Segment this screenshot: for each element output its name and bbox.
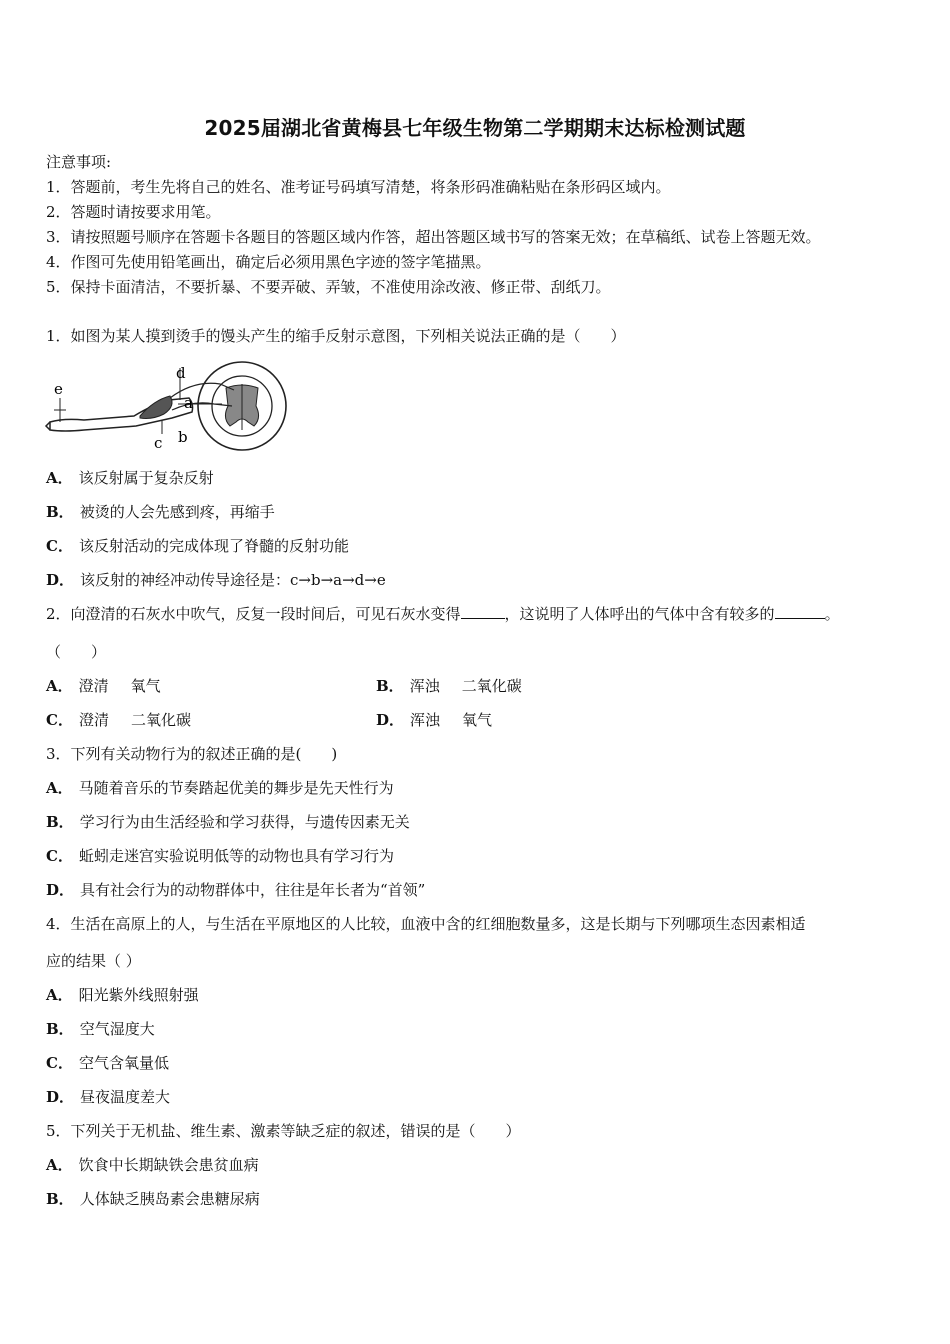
option: A． 阳光紫外线照射强 xyxy=(46,986,199,1004)
figure-label-c: c xyxy=(154,434,163,452)
option: B． 学习行为由生活经验和学习获得，与遗传因素无关 xyxy=(46,813,410,831)
figure-label-a: a xyxy=(184,394,193,412)
notice-item: 2．答题时请按要求用笔。 xyxy=(46,203,221,221)
notice-heading: 注意事项: xyxy=(46,153,112,171)
option: B． 空气湿度大 xyxy=(46,1020,155,1038)
question-2-paren: （ ） xyxy=(46,643,107,661)
option: C． 该反射活动的完成体现了脊髓的反射功能 xyxy=(46,537,349,555)
answer-blank xyxy=(775,604,825,619)
option: B． 被烫的人会先感到疼，再缩手 xyxy=(46,503,275,521)
option: A． 马随着音乐的节奏踏起优美的舞步是先天性行为 xyxy=(46,779,394,797)
option: A． 饮食中长期缺铁会患贫血病 xyxy=(46,1156,259,1174)
figure-label-b: b xyxy=(178,428,188,446)
question-1-stem: 1．如图为某人摸到烫手的馒头产生的缩手反射示意图，下列相关说法正确的是（ ） xyxy=(46,327,626,345)
figure-label-d: d xyxy=(176,364,186,382)
notice-item: 3．请按照题号顺序在答题卡各题目的答题区域内作答，超出答题区域书写的答案无效；在草稿纸、试卷上答题无效。 xyxy=(46,228,821,246)
figure-label-e: e xyxy=(54,380,63,398)
question-4-stem: 4．生活在高原上的人，与生活在平原地区的人比较，血液中含的红细胞数量多，这是长期与下列哪项生态因素相适 xyxy=(46,915,806,933)
option: D． 具有社会行为的动物群体中，往往是年长者为“首领” xyxy=(46,881,426,899)
notice-item: 1．答题前，考生先将自己的姓名、准考证号码填写清楚，将条形码准确粘贴在条形码区域内。 xyxy=(46,178,671,196)
option: C． 蚯蚓走迷宫实验说明低等的动物也具有学习行为 xyxy=(46,847,394,865)
question-3-stem: 3．下列有关动物行为的叙述正确的是( ) xyxy=(46,745,338,763)
question-4-stem-cont: 应的结果（ ） xyxy=(46,952,141,970)
notice-item: 4．作图可先使用铅笔画出，确定后必须用黑色字迹的签字笔描黑。 xyxy=(46,253,491,271)
option: D． 昼夜温度差大 xyxy=(46,1088,171,1106)
page-title: 2025届湖北省黄梅县七年级生物第二学期期末达标检测试题 xyxy=(204,116,746,140)
option: D． 该反射的神经冲动传导途径是：c→b→a→d→e xyxy=(46,571,386,589)
option: C． 空气含氧量低 xyxy=(46,1054,169,1072)
question-2-stem: 2．向澄清的石灰水中吹气，反复一段时间后，可见石灰水变得 ，这说明了人体呼出的气体中含有较多的 。 xyxy=(46,605,840,623)
option: A． 澄清 氧气 xyxy=(46,677,161,695)
question-5-stem: 5．下列关于无机盐、维生素、激素等缺乏症的叙述，错误的是（ ） xyxy=(46,1122,521,1140)
option: A． 该反射属于复杂反射 xyxy=(46,469,214,487)
reflex-arc-diagram xyxy=(44,360,296,456)
option: B． 浑浊 二氧化碳 xyxy=(376,677,522,695)
option: C． 澄清 二氧化碳 xyxy=(46,711,191,729)
answer-blank xyxy=(461,604,505,619)
option: B． 人体缺乏胰岛素会患糖尿病 xyxy=(46,1190,260,1208)
option: D． 浑浊 氧气 xyxy=(376,711,493,729)
notice-item: 5．保持卡面清洁，不要折暴、不要弄破、弄皱，不准使用涂改液、修正带、刮纸刀。 xyxy=(46,278,611,296)
